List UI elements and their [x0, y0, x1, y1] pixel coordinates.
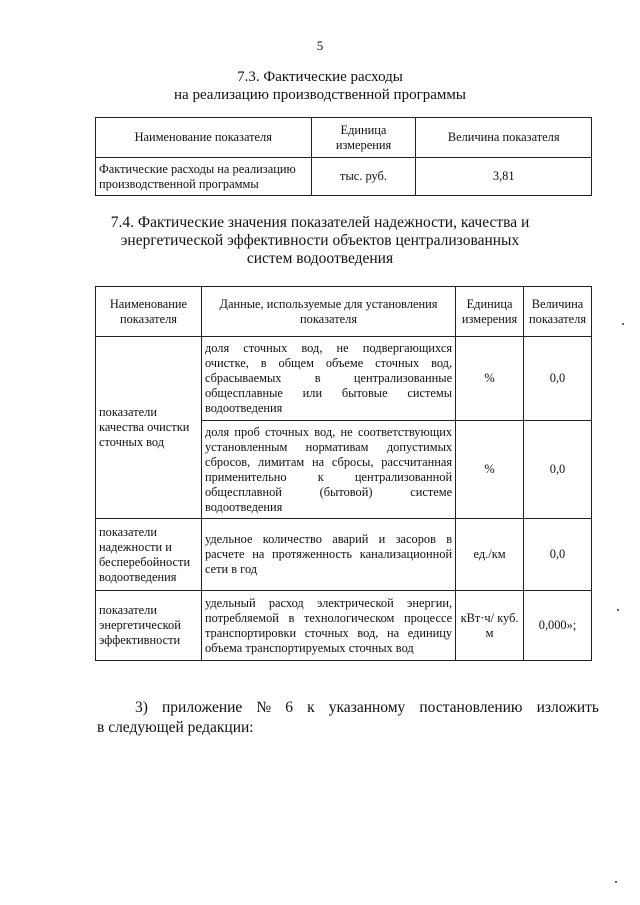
section-7-4-title — [0, 214, 640, 268]
section-7-3-title-line2: на реализацию производственной программы — [174, 87, 466, 103]
row-unit-cell: % — [456, 337, 524, 421]
closing-word: 6 — [285, 699, 294, 716]
header-cell: Наименование показателя — [96, 287, 202, 337]
header-cell: Величина показателя — [416, 118, 592, 158]
closing-word: к — [307, 699, 315, 716]
expenses-table — [95, 117, 592, 196]
row-value-cell: 0,0 — [524, 519, 592, 591]
closing-word: № — [256, 699, 272, 716]
section-7-3-title-line1: 7.3. Фактические расходы — [237, 69, 403, 85]
row-data-cell: доля проб сточных вод, не соответствующих установленным нормативам допустимых сбросов, лимитам на сбросы, рассчитанная применительно к централизованной общесплавной (бытовой) системе водоотведения — [201, 421, 455, 519]
row-data-cell: удельный расход электрической энергии, потребляемой в технологическом процессе транспортировки сточных вод, на единицу объема транспортируемых сточных вод — [201, 591, 455, 661]
row-unit-cell: ед./км — [456, 519, 524, 591]
closing-word: приложение — [162, 699, 243, 716]
row-unit-cell: тыс. руб. — [311, 158, 416, 196]
closing-word: изложить — [536, 699, 599, 716]
table-row — [96, 337, 592, 421]
table-header-row — [96, 118, 592, 158]
group-name-cell: показатели надежности и бесперебойности водоотведения — [96, 519, 202, 591]
row-unit-cell: % — [456, 421, 524, 519]
row-value-cell: 3,81 — [416, 158, 592, 196]
closing-line1 — [97, 698, 599, 718]
scan-mark — [615, 881, 617, 883]
row-name-cell: Фактические расходы на реализацию производственной программы — [96, 158, 312, 196]
table-header-row — [96, 287, 592, 337]
table-row — [96, 158, 592, 196]
row-data-cell: доля сточных вод, не подвергающихся очистке, в общем объеме сточных вод, сбрасываемых в централизованные общесплавные или бытовые системы водоотведения — [201, 337, 455, 421]
closing-paragraph — [97, 698, 599, 738]
closing-word: указанному — [328, 699, 406, 716]
indicators-table — [95, 286, 592, 661]
section-7-4-title-line1: 7.4. Фактические значения показателей надежности, качества и — [110, 214, 530, 231]
header-cell: Данные, используемые для установления показателя — [201, 287, 455, 337]
row-value-cell: 0,0 — [524, 337, 592, 421]
header-cell: Наименование показателя — [96, 118, 312, 158]
closing-word: 3) — [135, 699, 148, 716]
section-7-4-title-line2: энергетической эффективности объектов централизованных — [120, 232, 520, 249]
page-number: 5 — [316, 38, 324, 53]
row-data-cell: удельное количество аварий и засоров в расчете на протяженность канализационной сети в год — [201, 519, 455, 591]
closing-word: постановлению — [419, 699, 523, 716]
section-7-3-title — [0, 68, 640, 104]
table-row — [96, 519, 592, 591]
closing-line2: в следующей редакции: — [97, 719, 254, 736]
table-row — [96, 591, 592, 661]
row-value-cell: 0,0 — [524, 421, 592, 519]
scan-mark — [622, 323, 624, 325]
header-cell: Величина показателя — [524, 287, 592, 337]
group-name-cell: показатели качества очистки сточных вод — [96, 337, 202, 519]
row-value-cell: 0,000»; — [524, 591, 592, 661]
scan-mark — [617, 609, 619, 611]
section-7-4-title-line3: систем водоотведения — [246, 250, 394, 267]
row-unit-cell: кВт·ч/ куб. м — [456, 591, 524, 661]
header-cell: Единица измерения — [456, 287, 524, 337]
group-name-cell: показатели энергетической эффективности — [96, 591, 202, 661]
header-cell: Единица измерения — [311, 118, 416, 158]
